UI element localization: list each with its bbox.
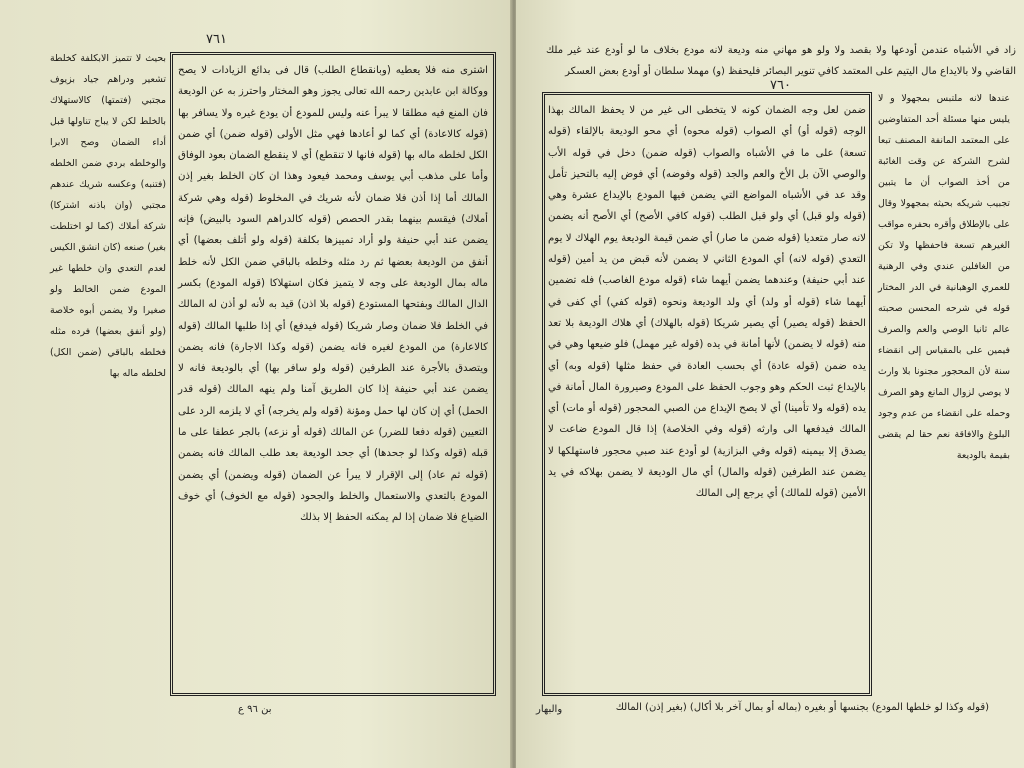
right-head-text: زاد في الأشباه عندمن أودعها ولا بقصد ولا ولو هو مهاني منه وديعة لانه مودع بخلاف ما لو أودع عند غير ملك القاضي ولا بالايداع مال اليتيم على المعتمد كافي تنوير البصائر فليحفظ (و) مهملا سلطان أو أودع بعض العسكر (546, 45, 1016, 77)
right-page (516, 0, 1024, 768)
left-catchword: بن ٩٦ ع (238, 704, 272, 715)
right-footer-line: (قوله وكذا لو خلطها المودع) بجنسها أو بغيره (بماله أو بمال آخر بلا أكال) (بغير إذن) المالك (615, 702, 989, 713)
right-catchword: والبهار (536, 704, 563, 715)
left-page-number: ٧٦١ (206, 32, 227, 47)
left-margin-note: بحيث لا تتميز الابكلفة كخلطة تشعير ودراهم جياد بزيوف مجتبي (فتمتها) كالاستهلاك بالخلط لكن لا يباح تناولها قبل أداء الضمان وصح الابرا والوخلطه بردي ضمن الخلطه (فتنبه) وعكسه شريك عندهم مجتبي (وان باذنه اشتركا) شركة أملاك (كما لو اختلطت بغير) صنعه (كان انشق الكيس لعدم التعدي وان خلطها غير المودع ضمن الخالط ولو صغيرا ولا يضمن أبوه خلاصة (ولو أنفق بعضها) فرده مثله فخلطه بالباقي (ضمن الكل) لخلطه ماله بها (50, 53, 166, 379)
left-main-text: اشترى منه فلا يعطيه (وبانقطاع الطلب) قال فى بدائع الزيادات لا يصح ووكالة ابن عابدين رحمه الله تعالى يجوز وهو المختار واحترز به عن الوديعة فان المنع فيه مطلقا لا يبرأ عنه وليس للمودع أن يودع غيره ولا يسافر بها (قوله كالاعادة) أي كما لو أعادها فهي مثل الأولى (قوله ضمن) أي ضمن الكل لخلطه ماله بها (قوله فانها لا تنقطع) أي لا ينقطع الضمان بعود الوفاق وأما على مذهب أبي يوسف ومحمد فيعود وهذا ان كان الخلط بغير إذن المالك أما إذا أذن فلا ضمان لأنه شريك في المخلوط (قوله وهي شركة أملاك) فيقسم بينهما بقدر الحصص (قوله كالدراهم السود بالبيض) فإنه يضمن عند أبي حنيفة ولو أراد تمييزها بكلفة (قوله ولو أتلف بعضها) أي أنفق من الوديعة بعضها ثم رد مثله وخلطه بالباقي ضمن الكل لأنه خلط ماله بمال الوديعة على وجه لا يتميز فكان استهلاكا (قوله المودع) بكسر الدال المالك وبفتحها المستودع (قوله بلا اذن) قيد به لأنه لو أذن له المالك في الخلط فلا ضمان وصار شريكا (قوله فيدفع) أي إذا طلبها المالك (قوله كالاعارة) من المودع لغيره فانه يضمن (قوله وكذا الاجارة) فانه يضمن ويتصدق بالأجرة عند الطرفين (قوله ولو سافر بها) أي بالوديعة فانه لا يضمن عند أبي حنيفة إذا كان الطريق آمنا ولم ينهه المالك (قوله قدر الحمل) أي إن كان لها حمل ومؤنة (قوله ولم يخرجه) أي لا يلزمه الرد على التعيين (قوله دفعا للضرر) عن المالك (قوله أو نزعه) بالجر عطفا على ما قبله (قوله وكذا لو جحدها) أي جحد الوديعة بعد طلب المالك فانه يضمن (قوله ثم عاد) إلى الإقرار لا يبرأ عن الضمان (قوله ويضمن) أي يضمن المودع بالتعدي والاستعمال والخلط والجحود (قوله مع الخوف) أي خوف الضياع فلا ضمان إذا لم يمكنه الحفظ إلا بذلك (178, 65, 488, 524)
right-margin-note: عندها لانه ملتبس بمجهولا و لا يليس منها مسئلة أحد المتفاوضين على المعتمد المانفة المصنف تبعا لشرح الشركة عن وقت الغائبة من أخذ الصواب أن ما يتبين تجبيب شريكه بحيثه بمجهولا وقال على بالإطلاق وأقره بحفره مواقب الغيرهم تسعة فاحفظها ولا تكن من الغافلين عندي وفي الرهنية للعمري الوهبانية في الدر المختار قوله في شرحه المحسن صحبته عالم ثانيا الوصي والعم والصرف فيمين على بالمقياس إلى انقضاء سنة لأن المحجور مجنونا بلا وارث لا يوصي لزوال المانع وهو الصرف وحمله على انقضاء من عدم وجود البلوغ والافاقة نعم حقا لم يقضى بقيمة بالوديعة (878, 93, 1010, 461)
right-page-number: ٧٦٠ (770, 78, 791, 93)
right-main-text: ضمن لعل وجه الضمان كونه لا يتخطى الى غير من لا يحفظ المالك بهذا الوجه (قوله أو) أي الصواب (قوله محوه) أي محو الوديعة بالإلقاء (قوله تسعة) على ما في الأشباه والصواب (قوله ضمن) دخل في قوله الأب والوصي الآن بل الأخ والعم والجد (قوله وفوضه) أي فوض إليه بالتحيز تأمل وقد عد في الأشباه المواضع التي يضمن فيها المودع بالإيداع عشرة وهي (قوله ولو قبل) أي ولو قبل الطلب (قوله كافي الأصح) أي الأصح أنه يضمن لانه صار متعديا (قوله ضمن ما صار) أي ضمن قيمة الوديعة يوم الهلاك لا يوم التعدي (قوله لانه) أي المودع الثاني لا يضمن لأنه قبض من يد أمين (قوله عند أبي حنيفة) وعندهما يضمن أيهما شاء (قوله مودع الغاصب) فله تضمين أيهما شاء (قوله أو ولد) أي ولد الوديعة ونحوه (قوله كفي) أي كفى في الحفظ (قوله يصير) أي يصير شريكا (قوله بالهلاك) أي هلاك الوديعة بلا تعد منه (قوله لا يضمن) لأنها أمانة في يده (قوله غير مهمل) فلو ضيعها وهي في يده ضمن (قوله عادة) أي بحسب العادة في حفظ مثلها (قوله وبه) أي بالإيداع ثبت الحكم وهو وجوب الحفظ على المودع وصيرورة المال أمانة في يده (قوله ولا تأمينا) أي لا يصح الإيداع من الصبي المحجور (قوله أو مات) أي المالك فيدفعها الى وارثه (قوله وفي الخلاصة) إذا قال المودع ضاعت لا يصدق إلا بيمينه (قوله وفي البزازية) لو أودع عند صبي محجور فاستهلكها لا يضمن عند الطرفين (قوله والمال) أي مال الوديعة لا يضمن بهلاكه في يد الأمين (قوله للمالك) أي يرجع إلى المالك (548, 105, 866, 500)
